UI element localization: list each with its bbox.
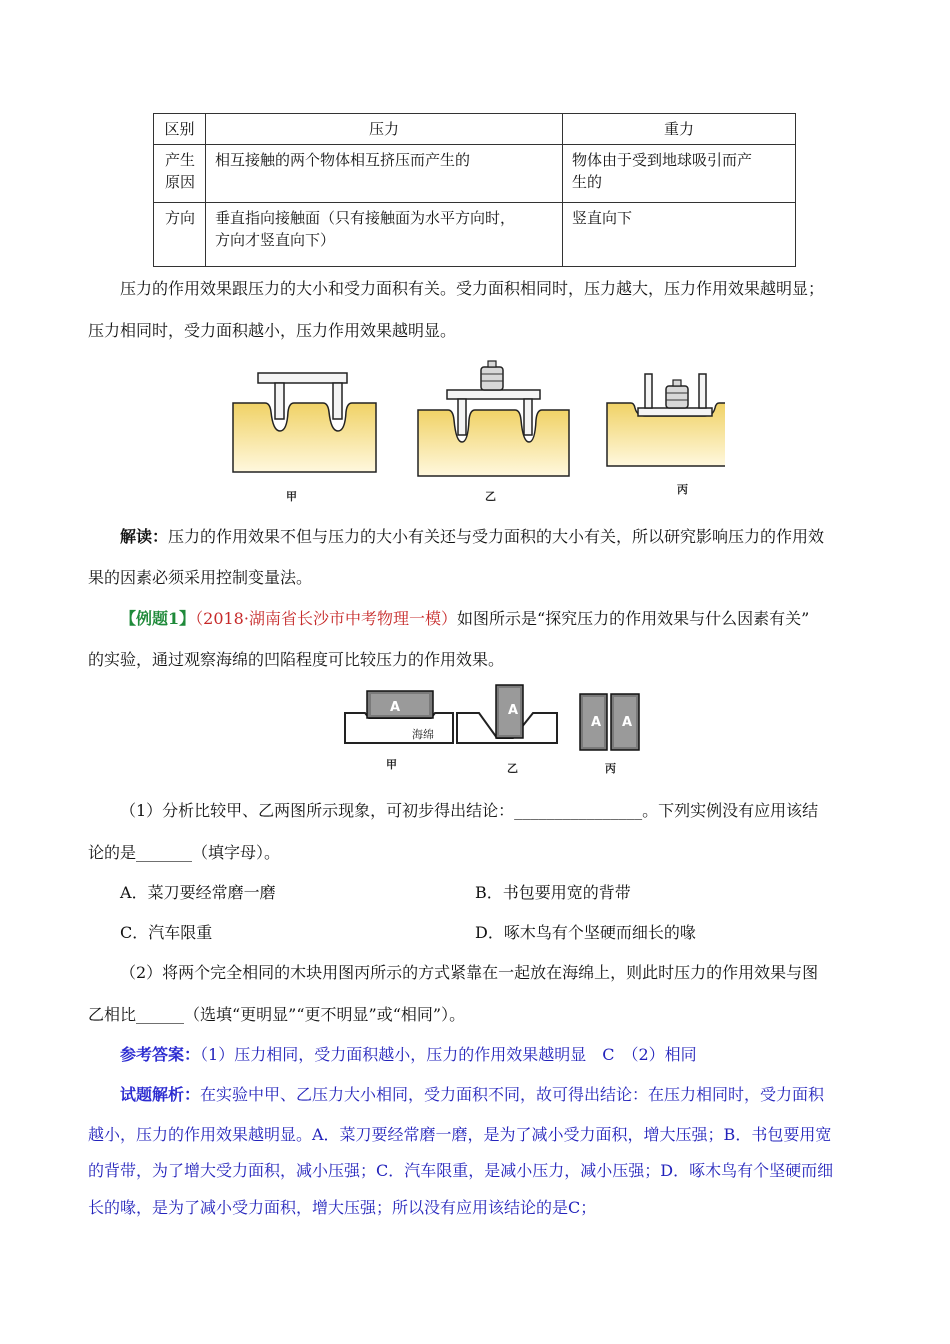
intro-line-2: 压力相同时，受力面积越小，压力作用效果越明显。 xyxy=(88,321,457,340)
table-header-row xyxy=(154,114,796,145)
example-line-2: 的实验，通过观察海绵的凹陷程度可比较压力的作用效果。 xyxy=(88,650,505,669)
analysis-label: 试题解析： xyxy=(120,1085,201,1104)
interpretation-line-1: 解读：压力的作用效果不但与压力的大小有关还与受力面积的大小有关，所以研究影响压力的作用效 xyxy=(120,527,825,546)
figure1-yi xyxy=(418,361,569,476)
option-d: D．啄木鸟有个坚硬而细长的喙 xyxy=(475,923,696,942)
answer-text: （1）压力相同，受力面积越小，压力的作用效果越明显 C （2）相同 xyxy=(200,1045,697,1064)
option-b: B．书包要用宽的背带 xyxy=(475,883,631,902)
figure1-label-jia: 甲 xyxy=(286,490,297,503)
interpretation-line-2: 果的因素必须采用控制变量法。 xyxy=(88,568,313,587)
figure2-label-yi: 乙 xyxy=(507,762,518,775)
block-letter: A xyxy=(508,703,519,718)
question1-line-2: 论的是_______（填字母）。 xyxy=(88,843,281,862)
block-letter: A xyxy=(622,715,633,730)
intro-line-1: 压力的作用效果跟压力的大小和受力面积有关。受力面积相同时，压力越大，压力作用效果越明显； xyxy=(120,279,825,298)
answer-label: 参考答案： xyxy=(120,1045,201,1064)
figure2-jia xyxy=(345,691,453,743)
comparison-table xyxy=(153,113,796,267)
figure1-label-bing: 丙 xyxy=(677,483,688,496)
figure2-label-bing: 丙 xyxy=(605,762,616,775)
pressure-cell: 相互接触的两个物体相互挤压而产生的 xyxy=(206,145,563,203)
question2-line-2: 乙相比______（选填“更明显”“更不明显”或“相同”）。 xyxy=(88,1005,466,1024)
pressure-experiment-figure xyxy=(225,360,725,505)
header-cell: 重力 xyxy=(563,114,796,145)
analysis-line-4: 长的喙，是为了减小受力面积，增大压强；所以没有应用该结论的是C； xyxy=(88,1198,597,1217)
question2-line-1: （2）将两个完全相同的木块用图丙所示的方式紧靠在一起放在海绵上，则此时压力的作用效果与图 xyxy=(120,963,819,982)
gravity-cell: 物体由于受到地球吸引而产 生的 xyxy=(563,145,796,203)
row-label: 方向 xyxy=(154,203,206,267)
option-c: C．汽车限重 xyxy=(120,923,213,942)
analysis-line-1: 试题解析：在实验中甲、乙压力大小相同，受力面积不同，故可得出结论：在压力相同时，受力面积 xyxy=(120,1085,825,1104)
analysis-line-2: 越小，压力的作用效果越明显。A．菜刀要经常磨一磨，是为了减小受力面积，增大压强；B．书包要用宽 xyxy=(88,1125,832,1144)
block-letter: A xyxy=(390,700,401,715)
figure1-jia xyxy=(233,373,376,472)
header-cell: 区别 xyxy=(154,114,206,145)
table-row xyxy=(154,145,796,203)
example-tag: 【例题1】 xyxy=(120,609,196,628)
row-label: 产生 原因 xyxy=(154,145,206,203)
figure1-bing xyxy=(607,374,725,466)
gravity-cell: 竖直向下 xyxy=(563,203,796,267)
table-row xyxy=(154,203,796,267)
analysis-line-3: 的背带，为了增大受力面积，减小压强；C．汽车限重，是减小压力，减小压强；D．啄木鸟有个坚硬而细 xyxy=(88,1161,834,1180)
pressure-cell: 垂直指向接触面（只有接触面为水平方向时， 方向才竖直向下） xyxy=(206,203,563,267)
figure1-label-yi: 乙 xyxy=(485,490,496,503)
sponge-label: 海绵 xyxy=(412,728,434,741)
question1-line-1: （1）分析比较甲、乙两图所示现象，可初步得出结论：________________。下列实例没有应用该结 xyxy=(120,801,819,820)
option-a: A．菜刀要经常磨一磨 xyxy=(120,883,276,902)
figure2-yi xyxy=(457,685,557,743)
block-letter: A xyxy=(591,715,602,730)
example-line-1: 【例题1】（2018·湖南省长沙市中考物理一模）如图所示是“探究压力的作用效果与什么因素有关” xyxy=(120,609,810,628)
header-cell: 压力 xyxy=(206,114,563,145)
example-source: （2018·湖南省长沙市中考物理一模） xyxy=(195,609,457,628)
answer-line xyxy=(120,1045,697,1065)
figure2-label-jia: 甲 xyxy=(386,758,397,771)
